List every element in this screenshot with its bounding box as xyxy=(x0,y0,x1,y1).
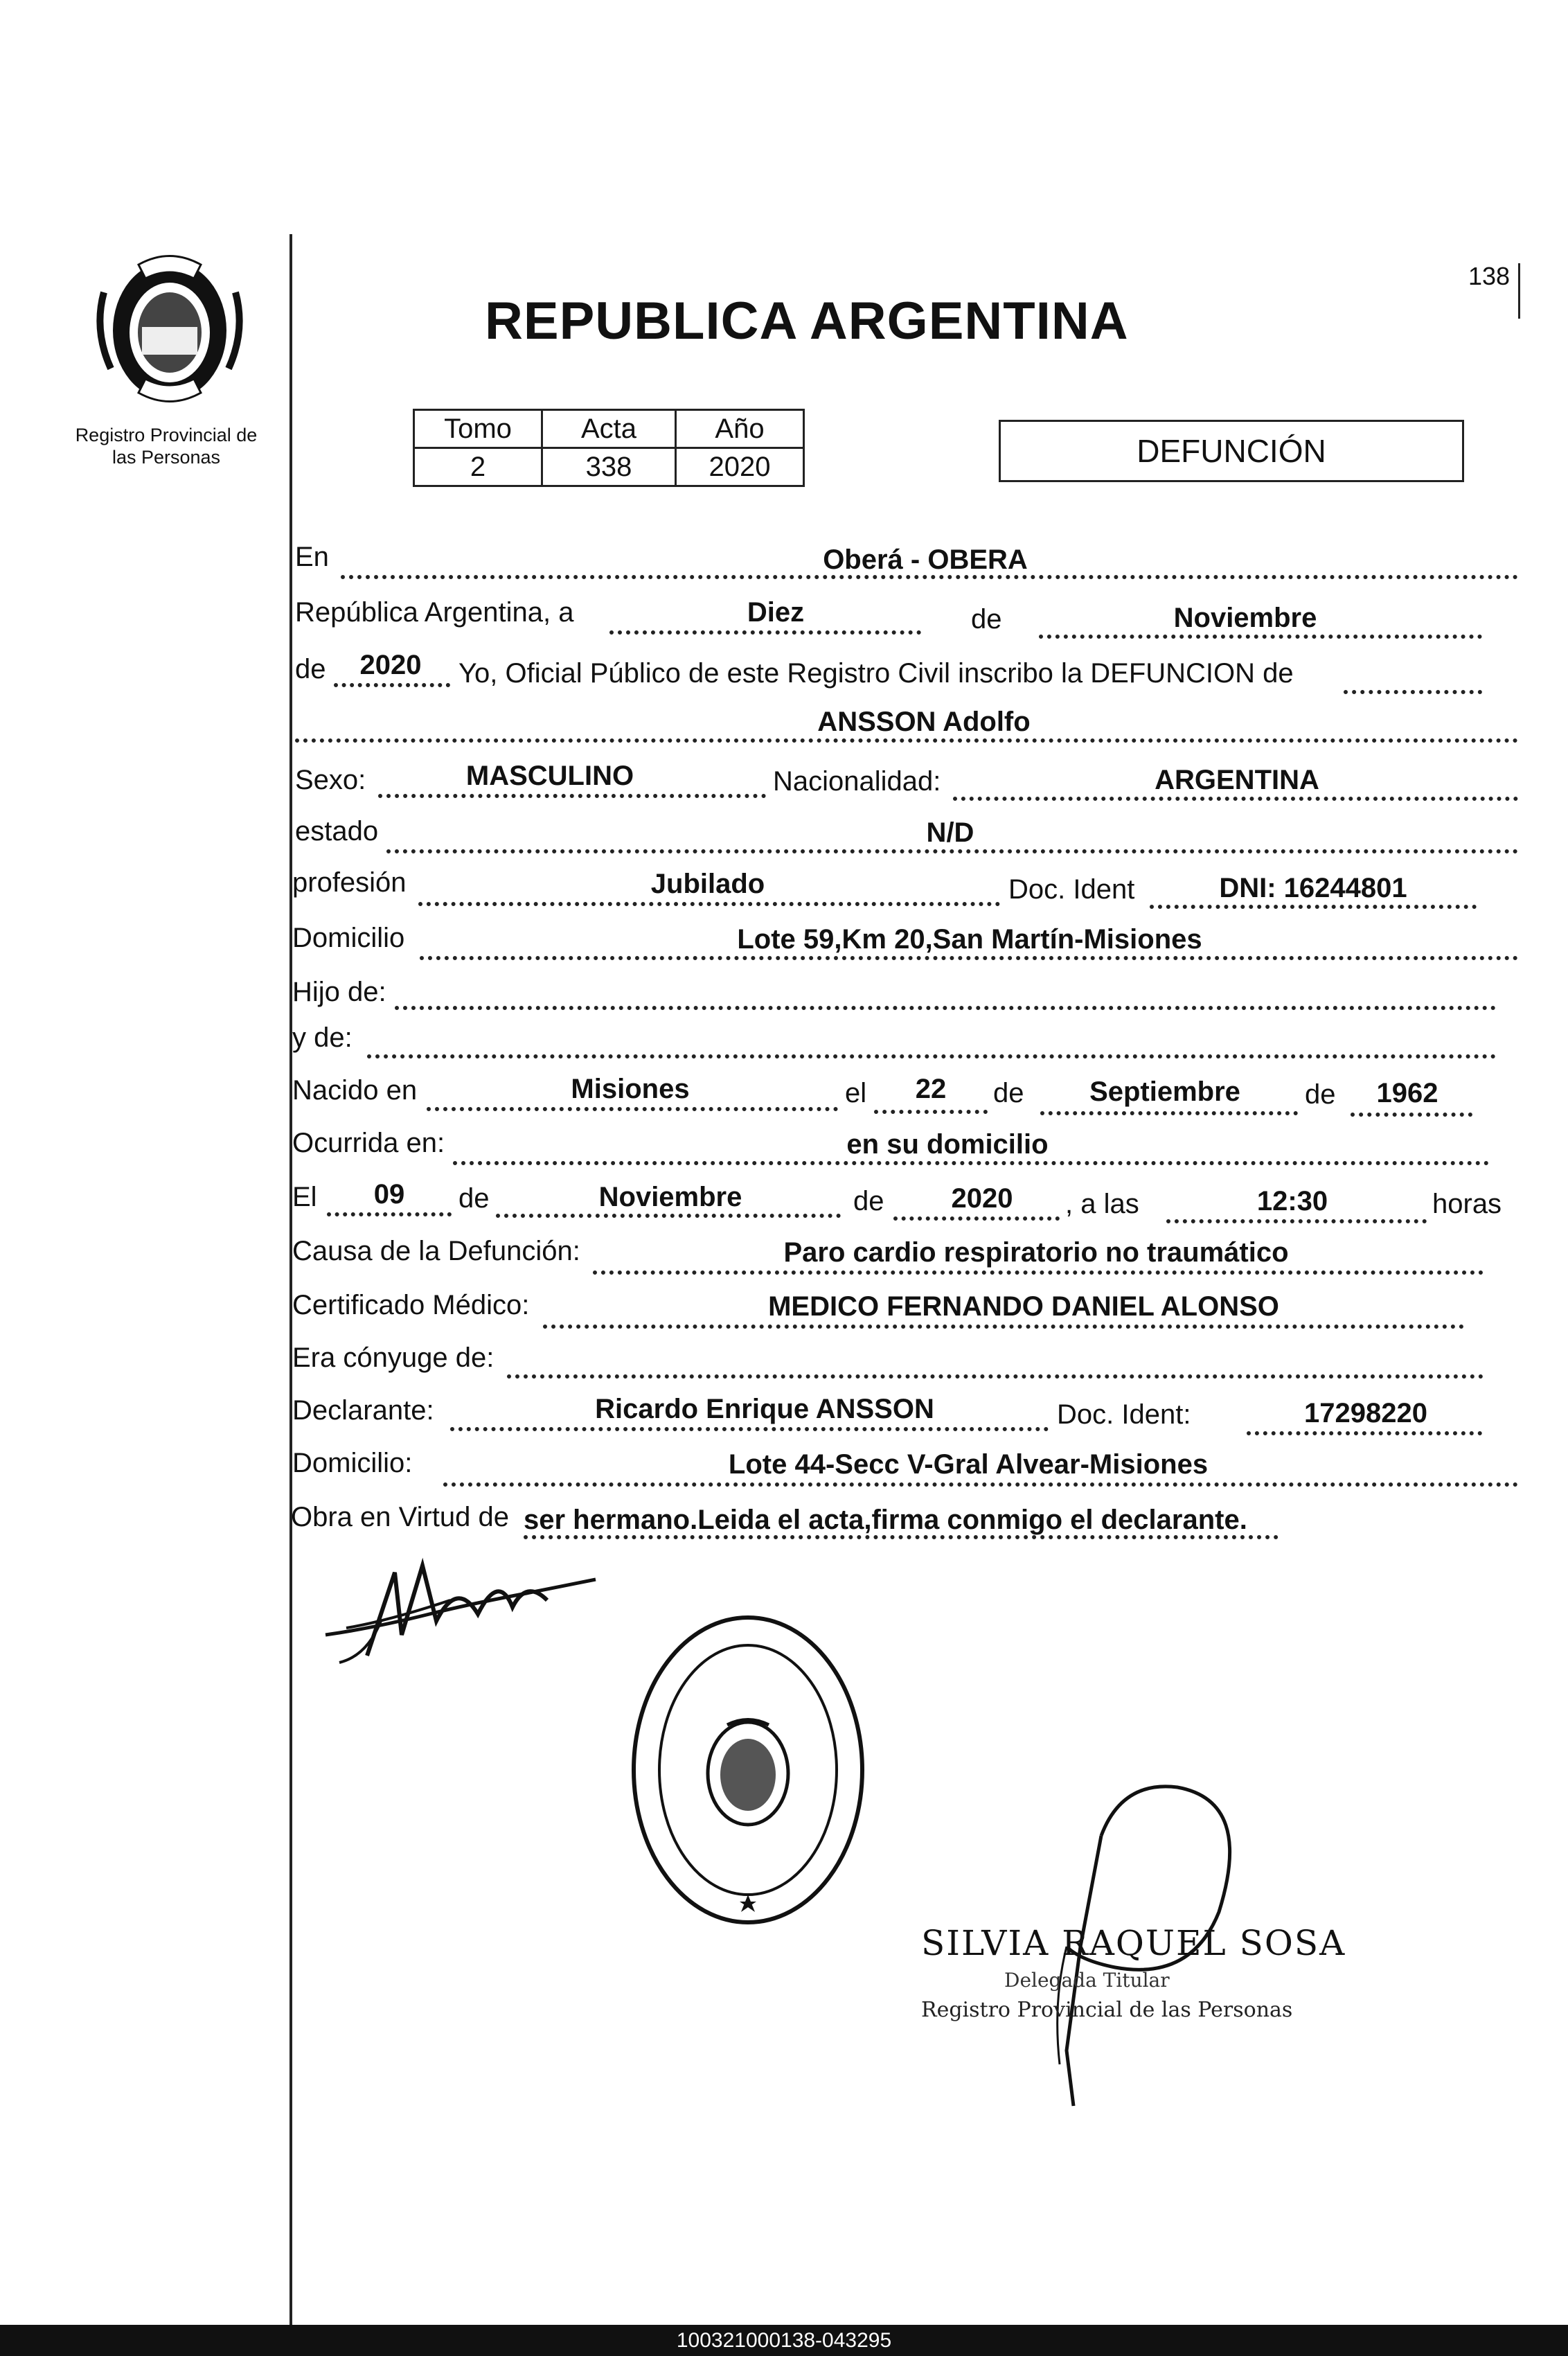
value-domicilio: Lote 59,Km 20,San Martín-Misiones xyxy=(737,924,1202,955)
dotted-line xyxy=(443,1482,1518,1487)
table-header-anio: Año xyxy=(676,410,804,448)
label-y-de: y de: xyxy=(292,1022,353,1053)
value-death-month: Noviembre xyxy=(598,1182,742,1212)
label-nacionalidad: Nacionalidad: xyxy=(773,766,941,797)
dotted-line xyxy=(378,794,766,798)
label-doc-ident: Doc. Ident xyxy=(1008,874,1135,905)
value-ocurrida: en su domicilio xyxy=(846,1129,1049,1160)
value-estado: N/D xyxy=(926,817,974,848)
dotted-line xyxy=(453,1161,1489,1165)
footer-code: 100321000138-043295 xyxy=(676,2329,892,2352)
dotted-line xyxy=(395,1006,1496,1010)
dotted-line xyxy=(1351,1113,1472,1117)
margin-rule xyxy=(289,234,292,2333)
dotted-line xyxy=(507,1374,1484,1379)
dotted-line xyxy=(367,1054,1496,1059)
official-name: SILVIA RAQUEL SOSA xyxy=(921,1923,1346,1963)
label-el-fecha: El xyxy=(292,1182,317,1212)
table-header-tomo: Tomo xyxy=(414,410,542,448)
value-death-day: 09 xyxy=(373,1179,405,1210)
dotted-line xyxy=(450,1427,1049,1431)
dotted-line xyxy=(893,1216,1060,1221)
dotted-line xyxy=(496,1214,841,1218)
table-value-anio: 2020 xyxy=(676,448,804,486)
label-de: de xyxy=(971,604,1002,635)
value-birth-day: 22 xyxy=(915,1074,947,1104)
table-value-tomo: 2 xyxy=(414,448,542,486)
value-deceased-name: ANSSON Adolfo xyxy=(817,707,1031,737)
province-seal-logo xyxy=(90,251,249,410)
official-oval-stamp xyxy=(623,1607,873,1933)
value-declarante: Ricardo Enrique ANSSON xyxy=(595,1394,934,1424)
label-en: En xyxy=(295,542,329,572)
value-profesion: Jubilado xyxy=(650,869,765,899)
declarant-signature xyxy=(319,1552,609,1676)
value-certificado: MEDICO FERNANDO DANIEL ALONSO xyxy=(768,1291,1279,1322)
organization-name-line2: las Personas xyxy=(112,447,221,468)
value-nacionalidad: ARGENTINA xyxy=(1155,765,1319,795)
value-place: Oberá - OBERA xyxy=(823,544,1028,575)
label-hijo-de: Hijo de: xyxy=(292,977,386,1007)
footer-code-bar xyxy=(0,2325,1568,2356)
label-domicilio-declarante: Domicilio: xyxy=(292,1448,413,1478)
dotted-line xyxy=(420,956,1518,960)
organization-name xyxy=(48,424,284,468)
value-month: Noviembre xyxy=(1173,603,1317,633)
dotted-line xyxy=(1150,905,1477,909)
table-value-acta: 338 xyxy=(542,448,676,486)
dotted-line xyxy=(609,630,921,635)
label-certificado: Certificado Médico: xyxy=(292,1290,530,1320)
label-intro: Yo, Oficial Público de este Registro Civil inscribo la DEFUNCION de xyxy=(458,658,1294,689)
record-reference-table xyxy=(413,409,805,487)
value-declarante-doc: 17298220 xyxy=(1304,1398,1427,1428)
value-death-year: 2020 xyxy=(951,1183,1013,1214)
value-sexo: MASCULINO xyxy=(465,761,634,791)
dotted-line xyxy=(334,683,450,687)
value-obra: ser hermano.Leida el acta,firma conmigo el declarante. xyxy=(524,1505,1247,1535)
value-year: 2020 xyxy=(359,650,422,680)
value-death-time: 12:30 xyxy=(1256,1186,1328,1216)
value-birth-year: 1962 xyxy=(1376,1078,1438,1108)
organization-name-line1: Registro Provincial de xyxy=(75,425,258,445)
dotted-line xyxy=(1166,1219,1427,1223)
value-doc: DNI: 16244801 xyxy=(1219,873,1407,903)
value-causa: Paro cardio respiratorio no traumático xyxy=(783,1237,1289,1268)
dotted-line xyxy=(386,849,1518,853)
value-day-word: Diez xyxy=(747,597,805,628)
page-number: 138 xyxy=(1468,262,1511,290)
label-declarante: Declarante: xyxy=(292,1395,434,1426)
dotted-line xyxy=(1040,1111,1298,1115)
label-causa: Causa de la Defunción: xyxy=(292,1236,580,1266)
value-nacido-en: Misiones xyxy=(571,1074,690,1104)
dotted-line xyxy=(524,1535,1279,1539)
dotted-line xyxy=(953,797,1518,801)
dotted-line xyxy=(427,1107,838,1111)
dotted-line xyxy=(1247,1431,1482,1435)
dotted-line xyxy=(418,902,1000,906)
dotted-line xyxy=(341,575,1518,579)
label-estado: estado xyxy=(295,816,379,847)
record-type-box xyxy=(999,420,1464,482)
label-conyuge: Era cónyuge de: xyxy=(292,1343,495,1373)
record-type: DEFUNCIÓN xyxy=(1137,433,1326,469)
label-obra: Obra en Virtud de xyxy=(291,1502,510,1532)
document-title: REPUBLICA ARGENTINA xyxy=(485,292,1129,351)
dotted-line xyxy=(874,1110,988,1114)
dotted-line xyxy=(543,1325,1464,1329)
right-rule xyxy=(1518,263,1520,319)
value-birth-month: Septiembre xyxy=(1089,1077,1240,1107)
official-organization: Registro Provincial de las Personas xyxy=(921,1998,1293,2022)
dotted-line xyxy=(295,738,1518,743)
label-nacido-en: Nacido en xyxy=(292,1075,418,1106)
label-de: de xyxy=(295,654,326,684)
label-de: de xyxy=(993,1078,1024,1108)
label-a-las: , a las xyxy=(1065,1189,1139,1219)
label-horas: horas xyxy=(1432,1189,1502,1219)
table-header-acta: Acta xyxy=(542,410,676,448)
label-republica: República Argentina, a xyxy=(295,597,574,628)
label-de: de xyxy=(1305,1079,1336,1110)
table-header-row xyxy=(414,410,804,448)
official-role: Delegada Titular xyxy=(1004,1969,1170,1992)
dotted-line xyxy=(1344,690,1482,694)
dotted-line xyxy=(593,1270,1484,1275)
label-de: de xyxy=(853,1186,884,1216)
label-ocurrida-en: Ocurrida en: xyxy=(292,1128,445,1158)
label-el: el xyxy=(845,1078,867,1108)
value-domicilio-declarante: Lote 44-Secc V-Gral Alvear-Misiones xyxy=(728,1449,1209,1480)
label-de: de xyxy=(458,1183,490,1214)
label-sexo: Sexo: xyxy=(295,765,366,795)
dotted-line xyxy=(327,1212,452,1216)
label-domicilio: Domicilio xyxy=(292,923,405,953)
label-profesion: profesión xyxy=(292,867,407,898)
label-doc-ident: Doc. Ident: xyxy=(1057,1399,1191,1430)
dotted-line xyxy=(1039,635,1482,639)
table-value-row xyxy=(414,448,804,486)
